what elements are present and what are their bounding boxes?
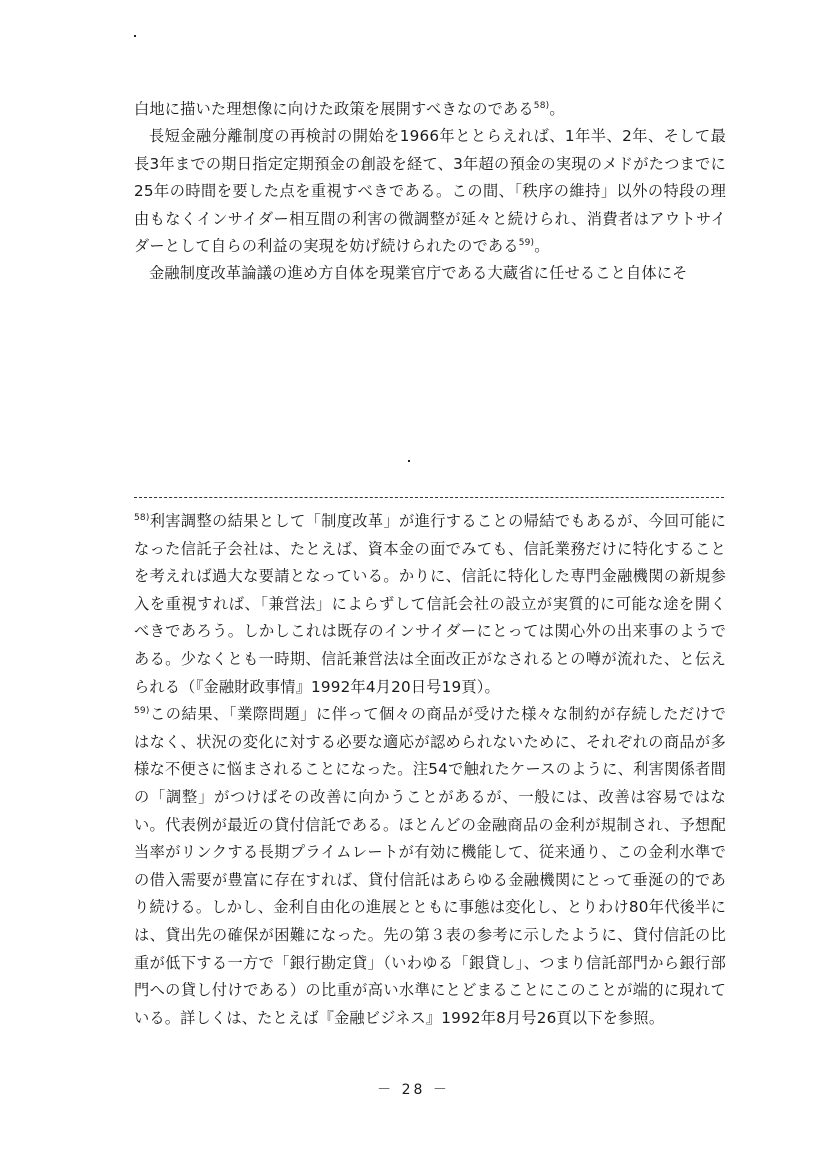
footnote-marker: 58): [134, 512, 150, 523]
footnote-marker: 59): [134, 706, 150, 717]
paragraph: [134, 260, 726, 287]
footnote-reference: 58): [533, 100, 550, 111]
paragraph-tail: 。: [549, 100, 565, 118]
footnote-text: 利害調整の結果として「制度改革」が進行することの帰結でもあるが、今回可能になった信託子会社は、たとえば、資本金の面でみても、信託業務だけに特化することを考えれば過大な要請となっている。かりに、信託に特化した専門金融機関の新規参入を重視すれば、「兼営法」によらずして信託会社の設立が実質的に可能な途を開くべきであろう。しかしこれは既存のインサイダーにとっては関心外の出来事のようである。少なくとも一時期、信託兼営法は全面改正がなされるとの噂が流れた、と伝えられる（『金融財政事情』1992年4月20日号19頁）。: [134, 512, 726, 696]
paragraph-text: 長短金融分離制度の再検討の開始を1966年ととらえれば、1年半、2年、そして最長3年までの期日指定定期預金の創設を経て、3年超の預金の実現のメドがたつまでに25年の時間を要した点を重視すべきである。この間、「秩序の維持」以外の特段の理由もなくインサイダー相互間の利害の微調整が延々と続けられ、消費者はアウトサイダーとして自らの利益の実現を妨げ続けられたのである: [134, 127, 726, 256]
footnotes: [134, 508, 726, 1032]
paragraph-text: 白地に描いた理想像に向けた政策を展開すべきなのである: [134, 100, 534, 118]
body-text: [134, 96, 726, 288]
scan-speck: [134, 35, 136, 37]
footnote: [134, 701, 726, 1032]
paragraph-tail: 。: [534, 237, 550, 256]
footnote-reference: 59): [518, 237, 535, 248]
footnote-separator: [134, 497, 724, 498]
paragraph: [134, 96, 726, 123]
paragraph-text: 金融制度改革論議の進め方自体を現業官庁である大蔵省に任せること自体にそ: [149, 264, 688, 283]
footnote: [134, 508, 726, 701]
footnote-text: この結果、「業際問題」に伴って個々の商品が受けた様々な制約が存続しただけではなく、状況の変化に対する必要な適応が認められないために、それぞれの商品が多様な不便さに悩まされることになった。注54で触れたケースのように、利害関係者間の「調整」がつけばその改善に向かうことがあるが、一般には、改善は容易ではない。代表例が最近の貸付信託である。ほとんどの金融商品の金利が規制され、予想配当率がリンクする長期プライムレートが有効に機能して、従来通り、この金利水準での借入需要が豊富に存在すれば、貸付信託はあらゆる金融機関にとって垂涎の的であり続ける。しかし、金利自由化の進展とともに事態は変化し、とりわけ80年代後半には、貸出先の確保が困難になった。先の第３表の参考に示したように、貸付信託の比重が低下する一方で「銀行勘定貸」（いわゆる「銀貸し」、つまり信託部門から銀行部門への貸し付けである）の比重が高い水準にとどまることにこのことが端的に現れている。詳しくは、たとえば『金融ビジネス』1992年8月号26頁以下を参照。: [134, 705, 726, 1027]
paragraph: [134, 123, 726, 260]
page-number: － 28 －: [377, 1082, 450, 1098]
scan-speck: [408, 460, 410, 462]
